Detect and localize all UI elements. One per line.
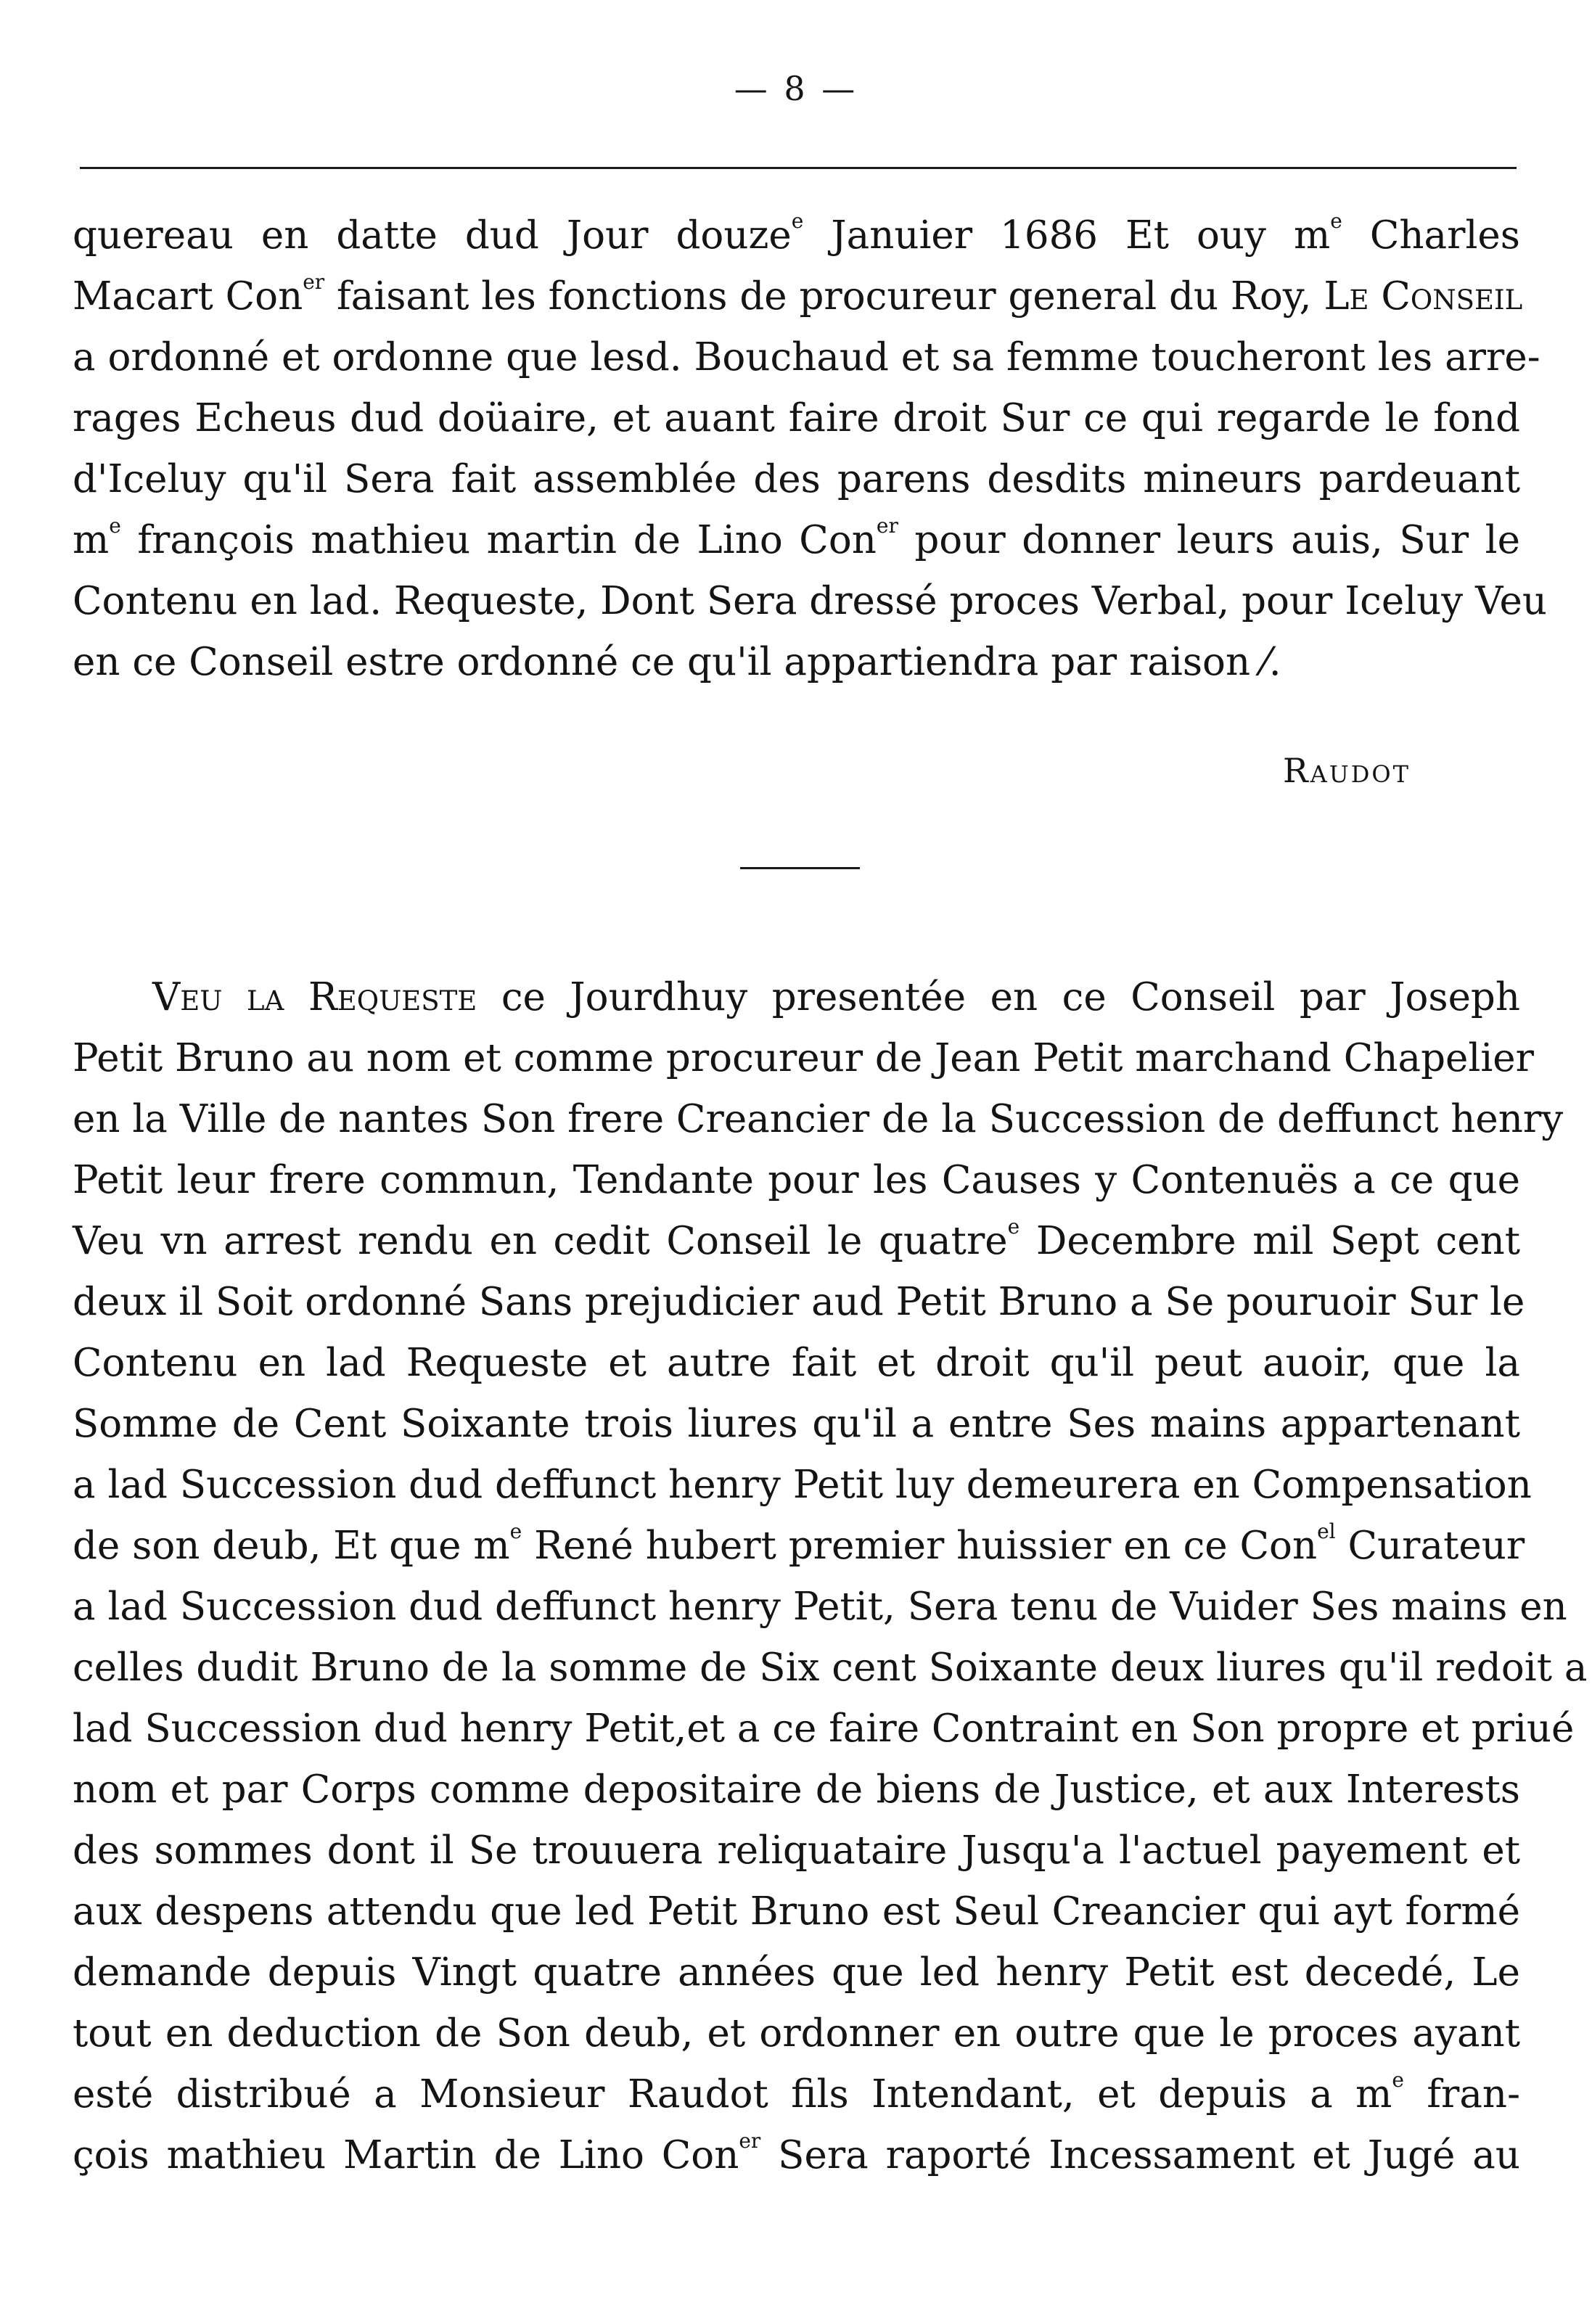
text-line: a lad Succession dud deffunct henry Petit, Sera tenu de Vuider Ses mains en (73, 1585, 1567, 1629)
superscript: e (509, 1519, 522, 1543)
text-line (73, 515, 1520, 566)
superscript: er (303, 270, 325, 294)
text-line: a lad Succession dud deffunct henry Petit luy demeurera en Compensation (73, 1463, 1532, 1507)
text-line (152, 972, 1520, 1023)
text-line: tout en deduction de Son deub, et ordonner en outre que le proces ayant (73, 2011, 1520, 2056)
superscript: er (739, 2129, 761, 2153)
text-line: en ce Conseil estre ordonné ce qu'il appartiendra par raison ⁄. (73, 640, 1281, 684)
text-run: esté distribué a Monsieur Raudot fils Intendant, et depuis a m (73, 2072, 1392, 2116)
text-run: de son deub, Et que m (73, 1524, 510, 1568)
text-line (73, 1519, 1525, 1572)
text-line: deux il Soit ordonné Sans prejudicier aud Petit Bruno a Se pouruoir Sur le (73, 1280, 1525, 1324)
small-caps-run: Le Conseil (1324, 274, 1523, 319)
text-run: quereau en datte dud Jour douze (73, 213, 792, 258)
text-line: demande depuis Vingt quatre années que led henry Petit est decedé, Le (73, 1950, 1520, 1995)
superscript: e (1007, 1215, 1020, 1239)
text-line: Contenu en lad. Requeste, Dont Sera dressé proces Verbal, pour Iceluy Veu (73, 579, 1547, 623)
text-line: rages Echeus dud doüaire, et auant faire droit Sur ce qui regarde le fond (73, 396, 1520, 440)
text-run: m (73, 518, 110, 562)
text-line (73, 270, 1523, 322)
text-run: ce Jourdhuy presentée en ce Conseil par Joseph (477, 975, 1520, 1019)
superscript: e (109, 514, 121, 538)
text-run: çois mathieu Martin de Lino Con (73, 2133, 739, 2177)
text-line (73, 2069, 1520, 2120)
text-run: pour donner leurs auis, Sur le (898, 518, 1520, 562)
text-run: Decembre mil Sept cent (1019, 1219, 1520, 1263)
text-line: a ordonné et ordonne que lesd. Bouchaud et sa femme toucheront les arre- (73, 335, 1540, 379)
text-line: des sommes dont il Se trouuera reliquataire Jusqu'a l'actuel payement et (73, 1828, 1520, 1873)
text-run: Charles (1342, 213, 1520, 258)
text-run: françois mathieu martin de Lino Con (120, 518, 877, 562)
text-line: Petit leur frere commun, Tendante pour les Causes y Contenuës a ce que (73, 1158, 1520, 1202)
superscript: e (1392, 2068, 1404, 2092)
page-number: — 8 — (734, 69, 858, 108)
text-line (73, 2130, 1520, 2181)
text-line: nom et par Corps comme depositaire de biens de Justice, et aux Interests (73, 1767, 1520, 1812)
text-line (73, 1216, 1520, 1267)
superscript: el (1317, 1519, 1336, 1543)
small-caps-run: Veu la Requeste (152, 975, 477, 1019)
text-line: Petit Bruno au nom et comme procureur de Jean Petit marchand Chapelier (73, 1036, 1534, 1080)
text-line: d'Iceluy qu'il Sera fait assemblée des parens desdits mineurs pardeuant (73, 457, 1520, 501)
text-line: celles dudit Bruno de la somme de Six cent Soixante deux liures qu'il redoit a (73, 1646, 1588, 1690)
text-run: Veu vn arrest rendu en cedit Conseil le quatre (73, 1219, 1008, 1263)
header-rule (80, 167, 1517, 169)
superscript: e (1330, 209, 1342, 233)
text-run: René hubert premier huissier en ce Con (522, 1524, 1318, 1568)
text-run: faisant les fonctions de procureur general du Roy, (324, 274, 1324, 319)
text-run: Sera raporté Incessament et Jugé au (760, 2133, 1520, 2177)
text-line: lad Succession dud henry Petit,et a ce faire Contraint en Son propre et priué (73, 1707, 1575, 1751)
text-line: Somme de Cent Soixante trois liures qu'il a entre Ses mains appartenant (73, 1402, 1520, 1446)
signature: Raudot (1283, 751, 1411, 790)
text-run: Curateur (1335, 1524, 1525, 1568)
section-separator (740, 867, 860, 869)
text-line (73, 210, 1520, 261)
superscript: e (791, 209, 804, 233)
text-line: aux despens attendu que led Petit Bruno est Seul Creancier qui ayt formé (73, 1889, 1520, 1934)
text-line: Contenu en lad Requeste et autre fait et droit qu'il peut auoir, que la (73, 1341, 1520, 1385)
text-run: Januier 1686 Et ouy m (803, 213, 1331, 258)
text-line: en la Ville de nantes Son frere Creancier de la Succession de deffunct henry (73, 1097, 1564, 1141)
text-run: fran- (1403, 2072, 1520, 2116)
text-run: Macart Con (73, 274, 303, 319)
superscript: er (876, 514, 898, 538)
